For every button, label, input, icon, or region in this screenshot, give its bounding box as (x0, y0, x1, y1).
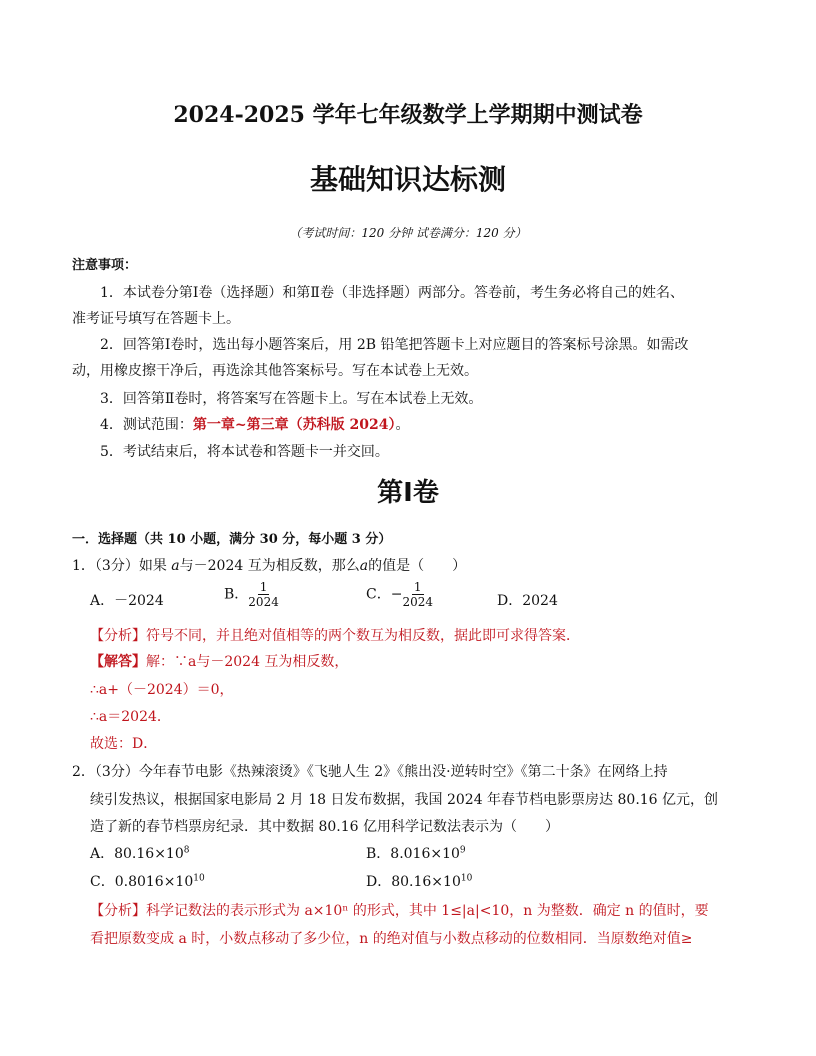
q1-option-b-denominator: 2024 (248, 595, 279, 609)
notice-item-4 (100, 414, 410, 434)
q1-var-a2: a (359, 558, 369, 574)
q1-step-2: ∴a＝2024． (90, 709, 171, 725)
notice-item-1-line-2: 准考证号填写在答题卡上。 (72, 311, 240, 327)
q1-mid: 与－2024 互为相反数，那么 (179, 558, 360, 574)
q2-option-b (366, 843, 466, 863)
notice-item-4-prefix: 4．测试范围： (100, 417, 193, 433)
q2-option-d (366, 871, 472, 891)
q1-option-b-label: B． (224, 586, 249, 603)
q2-stem-line-2: 续引发热议，根据国家电影局 2 月 18 日发布数据，我国 2024 年春节档电影票房达 80.16 亿元，创 (90, 792, 719, 808)
q1-stem (72, 555, 466, 575)
notice-item-2-line-1: 2．回答第Ⅰ卷时，选出每小题答案后，用 2B 铅笔把答题卡上对应题目的答案标号涂黑。如需改 (100, 337, 689, 353)
q2-option-a (90, 843, 189, 863)
q2-analysis-line-1: 【分析】科学记数法的表示形式为 a×10ⁿ 的形式，其中 1≤|a|<10，n 为整数．确定 n 的值时，要 (90, 903, 709, 919)
q1-option-b-fraction (248, 580, 279, 609)
q1-step-1: ∴a+（－2024）＝0， (90, 682, 234, 698)
q2-option-c (90, 871, 205, 891)
q1-var-a: a (171, 558, 180, 574)
q1-prefix: 1．（3分）如果 (72, 558, 172, 574)
q2-stem-line-3: 造了新的春节档票房纪录．其中数据 80.16 亿用科学记数法表示为（ ） (90, 819, 559, 835)
q1-option-c-denominator: 2024 (402, 595, 433, 609)
q1-option-c-label: C．− (366, 586, 403, 603)
q1-answer-label: 【解答】 (90, 654, 146, 670)
q1-option-b-numerator: 1 (259, 580, 268, 594)
q1-analysis: 【分析】符号不同，并且绝对值相等的两个数互为相反数，据此即可求得答案． (90, 628, 580, 644)
q1-option-c-numerator: 1 (413, 580, 422, 594)
q2-option-b-exponent: 9 (459, 845, 466, 856)
q2-option-d-exponent: 10 (460, 873, 473, 884)
q2-option-a-exponent: 8 (183, 845, 190, 856)
q1-option-d: D．2024 (497, 593, 558, 609)
q1-answer (90, 651, 348, 671)
exam-title: 2024-2025 学年七年级数学上学期期中测试卷 (173, 102, 643, 128)
q1-option-c-fraction (402, 580, 433, 609)
q1-suffix: 的值是（ ） (368, 558, 467, 574)
exam-subtitle: 基础知识达标测 (309, 163, 506, 196)
q1-option-b (224, 580, 279, 609)
q2-analysis-line-2: 看把原数变成 a 时，小数点移动了多少位，n 的绝对值与小数点移动的位数相同．当原数绝对值≥ (90, 931, 693, 947)
q2-option-d-base: D．80.16×10 (366, 874, 461, 890)
part-heading: 一．选择题（共 10 小题，满分 30 分，每小题 3 分） (72, 532, 392, 547)
notice-item-1-line-1: 1．本试卷分第Ⅰ卷（选择题）和第Ⅱ卷（非选择题）两部分。答卷前，考生务必将自己的姓名、 (100, 285, 684, 301)
q2-option-b-base: B．8.016×10 (366, 846, 460, 862)
q2-stem-line-1: 2．（3分）今年春节电影《热辣滚烫》《飞驰人生 2》《熊出没·逆转时空》《第二十条》在网络上持 (72, 764, 668, 780)
q1-option-c (366, 580, 433, 609)
notice-item-2-line-2: 动，用橡皮擦干净后，再选涂其他答案标号。写在本试卷上无效。 (72, 363, 478, 379)
q1-option-a: A．－2024 (90, 593, 164, 609)
notice-item-3: 3．回答第Ⅱ卷时，将答案写在答题卡上。写在本试卷上无效。 (100, 391, 483, 407)
q1-choice: 故选：D． (90, 736, 158, 752)
notice-item-4-suffix: 。 (395, 417, 410, 433)
exam-info: （考试时间：120 分钟 试卷满分：120 分） (289, 226, 527, 240)
q2-option-a-base: A．80.16×10 (90, 846, 184, 862)
notice-item-5: 5．考试结束后，将本试卷和答题卡一并交回。 (100, 444, 389, 460)
q2-option-c-exponent: 10 (193, 873, 205, 884)
q2-option-c-base: C．0.8016×10 (90, 874, 194, 890)
test-range: 第一章~第三章（苏科版 2024） (192, 417, 396, 433)
notice-heading: 注意事项： (72, 258, 138, 273)
q1-answer-text: 解：∵a与－2024 互为相反数， (146, 654, 349, 670)
section-title: 第Ⅰ卷 (377, 478, 439, 508)
